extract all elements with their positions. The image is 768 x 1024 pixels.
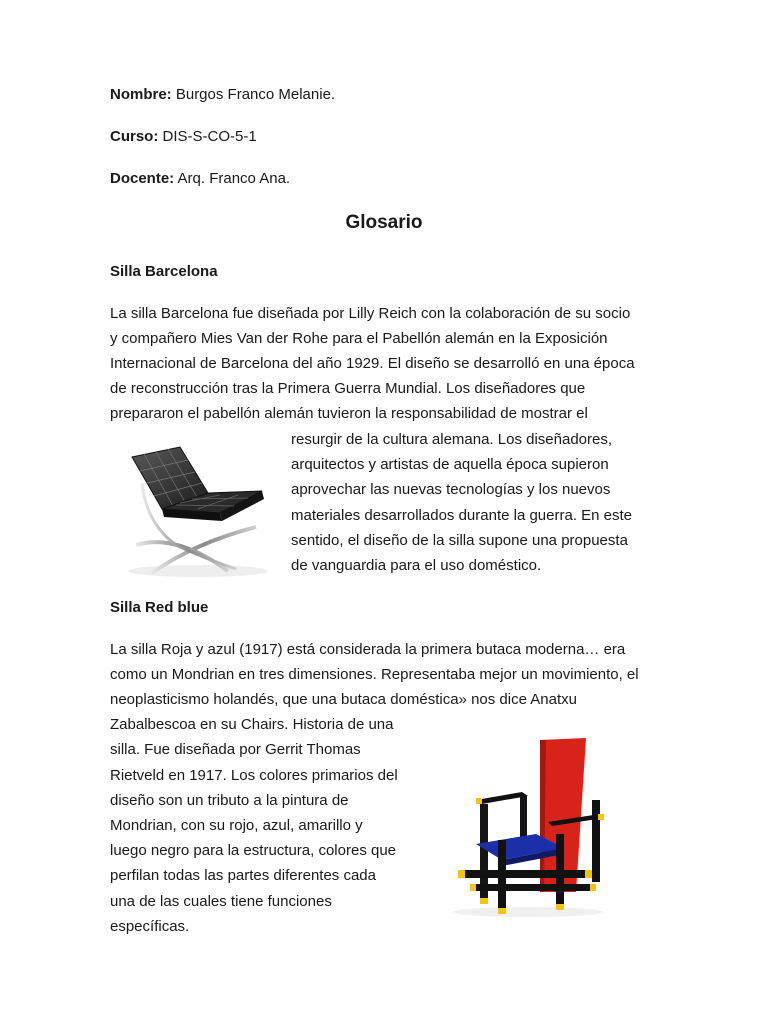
paragraph-line: como un Mondrian en tres dimensiones. Representaba mejor un movimiento, el <box>110 666 639 683</box>
curso-value: DIS-S-CO-5-1 <box>162 128 257 145</box>
paragraph-line: resurgir de la cultura alemana. Los diseñadores, <box>291 431 613 448</box>
paragraph-line: neoplasticismo holandés, que una butaca doméstica» nos dice Anatxu <box>110 691 577 708</box>
docente-row <box>110 170 290 188</box>
docente-label: Docente: <box>110 170 175 187</box>
paragraph-line: La silla Barcelona fue diseñada por Lilly Reich con la colaboración de su socio <box>110 305 631 322</box>
paragraph-line: perfilan todas las partes diferentes cada <box>110 867 376 884</box>
paragraph-line: aprovechar las nuevas tecnologías y los nuevos <box>291 481 611 498</box>
paragraph-line: de vanguardia para el uso doméstico. <box>291 557 542 574</box>
paragraph-line: diseño son un tributo a la pintura de <box>110 792 349 809</box>
nombre-row <box>110 86 335 104</box>
paragraph-line: Zabalbescoa en su Chairs. Historia de una <box>110 716 394 733</box>
paragraph-line: Rietveld en 1917. Los colores primarios del <box>110 767 398 784</box>
paragraph-line: materiales desarrollados durante la guerra. En este <box>291 507 633 524</box>
docente-value: Arq. Franco Ana. <box>177 170 291 187</box>
paragraph-line: arquitectos y artistas de aquella época supieron <box>291 456 609 473</box>
paragraph-line: Mondrian, con su rojo, azul, amarillo y <box>110 817 363 834</box>
paragraph-line: y compañero Mies Van der Rohe para el Pabellón alemán en la Exposición <box>110 330 608 347</box>
paragraph-line: una de las cuales tiene funciones <box>110 893 332 910</box>
paragraph-line: específicas. <box>110 918 190 935</box>
red-blue-chair-image <box>436 730 612 920</box>
paragraph-line: sentido, el diseño de la silla supone una propuesta <box>291 532 628 549</box>
section-heading-barcelona: Silla Barcelona <box>110 263 218 280</box>
nombre-value: Burgos Franco Melanie. <box>175 86 336 103</box>
paragraph-line: prepararon el pabellón alemán tuvieron la responsabilidad de mostrar el <box>110 405 588 422</box>
curso-label: Curso: <box>110 128 159 145</box>
paragraph-line: Internacional de Barcelona del año 1929. El diseño se desarrolló en una época <box>110 355 635 372</box>
paragraph-line: La silla Roja y azul (1917) está considerada la primera butaca moderna… era <box>110 641 626 658</box>
section-heading-red-blue: Silla Red blue <box>110 599 209 616</box>
paragraph-line: silla. Fue diseñada por Gerrit Thomas <box>110 741 361 758</box>
curso-row <box>110 128 257 146</box>
page-title: Glosario <box>345 212 423 233</box>
barcelona-chair-image <box>116 433 276 581</box>
paragraph-line: luego negro para la estructura, colores que <box>110 842 397 859</box>
nombre-label: Nombre: <box>110 86 172 103</box>
paragraph-line: de reconstrucción tras la Primera Guerra Mundial. Los diseñadores que <box>110 380 586 397</box>
